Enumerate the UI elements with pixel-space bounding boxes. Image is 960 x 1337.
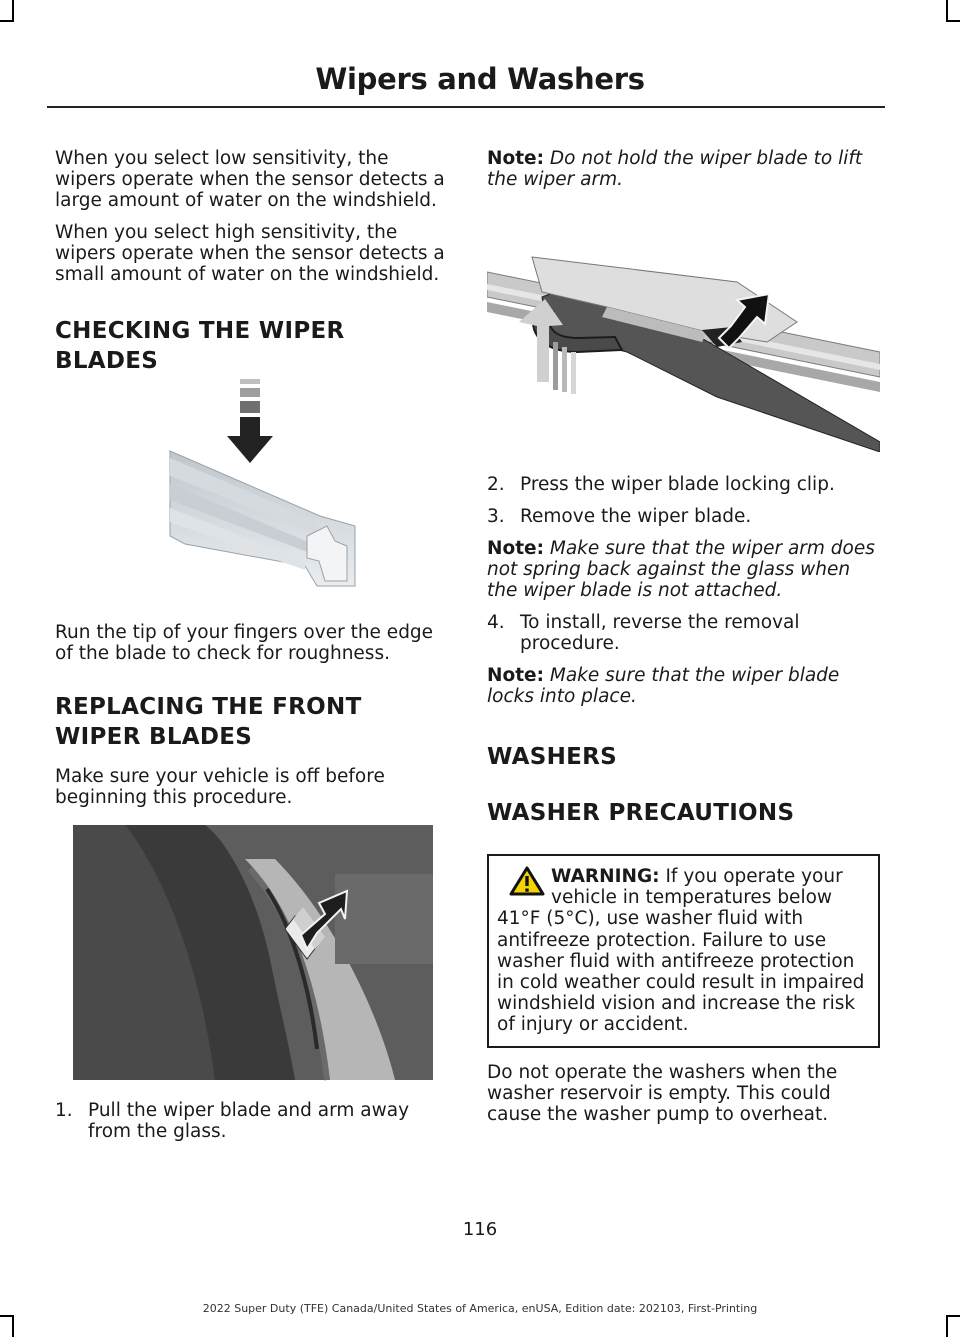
wiper-blade-check-illustration [55,376,450,601]
note-text: Make sure that the wiper blade locks into place. [487,665,840,707]
note-arm-spring [487,538,880,601]
crop-mark [946,20,960,22]
heading-washers: WASHERS [487,744,618,770]
edition-footer: 2022 Super Duty (TFE) Canada/United States of America, enUSA, Edition date: 202103, First-Printing [202,1302,758,1315]
heading-washer-precautions: WASHER PRECAUTIONS [487,800,795,826]
crop-mark [946,1315,948,1337]
crop-mark [946,1315,960,1317]
note-blade-locks [487,665,880,707]
note-label: Note: [487,148,544,169]
step-1 [55,1100,450,1142]
note-text: Make sure that the wiper arm does not spring back against the glass when the wiper blade is not attached. [487,538,875,601]
paragraph-high-sensitivity: When you select high sensitivity, the wipers operate when the sensor detects a small amount of water on the windshield. [55,222,445,285]
step-4 [487,612,880,654]
step-number: 3. [487,506,505,527]
paragraph-vehicle-off: Make sure your vehicle is off before beginning this procedure. [55,766,385,808]
note-label: Note: [487,538,544,559]
crop-mark [946,0,948,22]
crop-mark [12,0,14,22]
step-2 [487,474,880,495]
wiper-clip-illustration [487,202,880,452]
page-number: 116 [462,1219,498,1240]
step-number: 2. [487,474,505,495]
step-3 [487,506,880,527]
heading-replacing-line2: WIPER BLADES [55,724,253,750]
paragraph-reservoir-empty: Do not operate the washers when the washer reservoir is empty. This could cause the washer pump to overheat. [487,1061,838,1125]
step-text: To install, reverse the removal procedure. [520,612,800,654]
page-title: Wipers and Washers [315,62,645,96]
warning-box [487,854,880,1048]
crop-mark [0,20,14,22]
step-number: 1. [55,1100,73,1121]
step-text: Press the wiper blade locking clip. [520,474,835,495]
crop-mark [12,1315,14,1337]
heading-checking-line1: CHECKING THE WIPER [55,318,345,344]
wiper-arm-pull-illustration [55,819,450,1084]
step-text: Remove the wiper blade. [520,506,752,527]
warning-icon [509,866,545,896]
warning-text: If you operate your vehicle in temperatures below 41°F (5°C), use washer fluid with antifreeze protection. Failure to use washer fluid with antifreeze protection in cold weather could result in impaired windshield vision and increase the risk of injury or accident. [497,866,865,1036]
step-number: 4. [487,612,505,633]
heading-checking-line2: BLADES [55,348,159,374]
paragraph-check-roughness: Run the tip of your fingers over the edge of the blade to check for roughness. [55,622,434,664]
left-column [55,148,450,1153]
note-label: Note: [487,665,544,686]
warning-label: WARNING: [551,866,660,887]
heading-replacing-line1: REPLACING THE FRONT [55,694,362,720]
note-do-not-hold [487,148,880,190]
note-text: Do not hold the wiper blade to lift the wiper arm. [487,148,863,190]
crop-mark [0,1315,14,1317]
paragraph-low-sensitivity: When you select low sensitivity, the wipers operate when the sensor detects a large amount of water on the windshield. [55,148,445,211]
header-divider [47,106,885,108]
step-text: Pull the wiper blade and arm away from the glass. [88,1100,410,1142]
right-column [487,148,880,1136]
